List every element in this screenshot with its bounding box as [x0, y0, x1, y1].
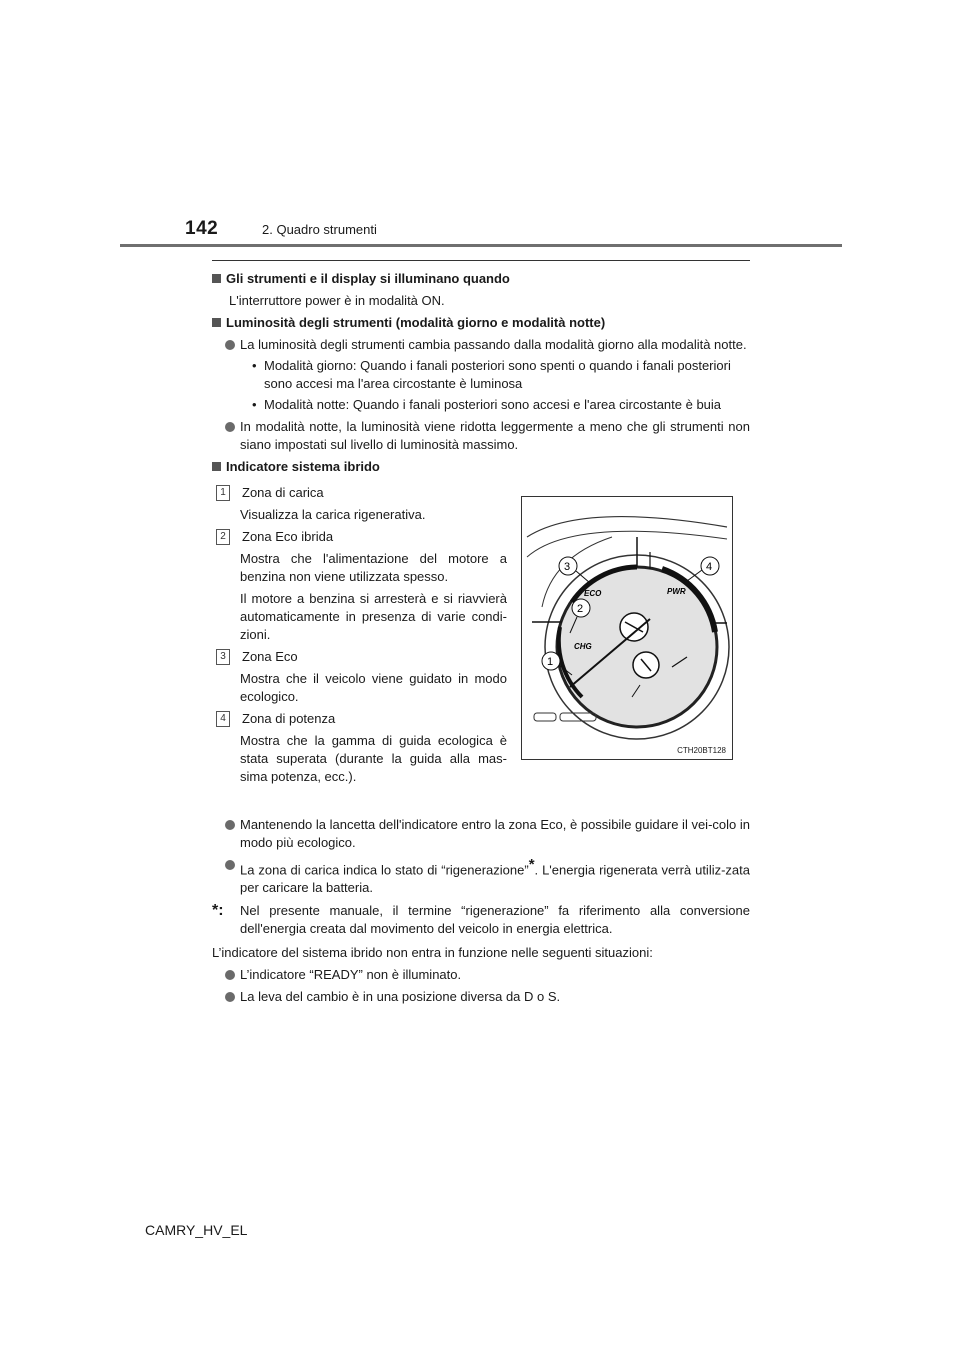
hybrid-legend: 1 Zona di carica Visualizza la carica rigenerativa. 2 Zona Eco ibrida Mostra che l'alimentazione del motore a benzina non viene utilizzata spesso. Il motore a benzina si arresterà e si riavvierà automaticamente in presenza di varie condi-zioni. 3 Zona Eco Mostra che il veicolo viene guidato in modo ecologico. 4 Zona di potenza Mostra che la gamma di guida ecologica è stata superata (durante la guida alla mas-sima potenza, ecc.).	[212, 480, 507, 786]
sub-list-item: • Modalità notte: Quando i fanali posteriori sono accesi e l'area circostante è buia	[252, 397, 722, 412]
hybrid-indicator-figure	[521, 496, 733, 760]
round-bullet-icon	[225, 860, 235, 870]
list-item: La luminosità degli strumenti cambia passando dalla modalità giorno alla modalità notte.	[212, 336, 750, 354]
callout-2: 2	[577, 603, 584, 615]
footnote: *: Nel presente manuale, il termine “rigenerazione” fa riferimento alla conversione dell'energia creata dal movimento del veicolo in energia elettrica.	[212, 902, 750, 937]
round-bullet-icon	[225, 992, 235, 1002]
list-item: La leva del cambio è in una posizione diversa da D o S.	[212, 988, 750, 1006]
footnote-star: *	[528, 856, 535, 873]
section-heading-brightness: Luminosità degli strumenti (modalità giorno e modalità notte)	[212, 314, 750, 332]
legend-item: 3 Zona Eco	[212, 648, 507, 666]
document-code: CAMRY_HV_EL	[145, 1222, 248, 1238]
round-bullet-icon	[225, 422, 235, 432]
callout-4: 4	[706, 561, 713, 573]
square-bullet-icon	[212, 462, 221, 471]
legend-item: 2 Zona Eco ibrida	[212, 528, 507, 546]
section-heading-lighting: Gli strumenti e il display si illuminano quando	[212, 270, 750, 288]
legend-item: 4 Zona di potenza	[212, 710, 507, 728]
round-bullet-icon	[225, 820, 235, 830]
not-working-text: L’indicatore del sistema ibrido non entra in funzione nelle seguenti situazioni:	[212, 945, 653, 961]
square-bullet-icon	[212, 274, 221, 283]
sub-list-item: • Modalità giorno: Quando i fanali posteriori sono spenti o quando i fanali posteriori sono accesi ma l'area circostante è luminosa	[252, 358, 731, 391]
section-rule	[212, 260, 750, 261]
section-heading-hybrid: Indicatore sistema ibrido	[212, 458, 750, 476]
header-rule	[120, 244, 842, 247]
list-item: La zona di carica indica lo stato di “rigenerazione”*. L'energia rigenerata verrà utiliz-zata per caricare la batteria.	[212, 856, 750, 897]
legend-item: 1 Zona di carica	[212, 484, 507, 502]
chg-label: CHG	[574, 642, 592, 651]
chapter-title: 2. Quadro strumenti	[262, 222, 377, 237]
eco-label: ECO	[584, 589, 602, 598]
list-item: Mantenendo la lancetta dell'indicatore entro la zona Eco, è possibile guidare il vei-colo in modo più ecologico.	[212, 816, 750, 852]
lighting-text: L'interruttore power è in modalità ON.	[229, 293, 445, 308]
page-number: 142	[185, 218, 219, 239]
round-bullet-icon	[225, 340, 235, 350]
list-item: L’indicatore “READY” non è illuminato.	[212, 966, 750, 984]
square-bullet-icon	[212, 318, 221, 327]
figure-code: CTH20BT128	[677, 746, 726, 755]
list-item: In modalità notte, la luminosità viene ridotta leggermente a meno che gli strumenti non siano impostati sul livello di luminosità massimo.	[212, 418, 750, 454]
round-bullet-icon	[225, 970, 235, 980]
gauge-illustration	[522, 497, 732, 759]
callout-3: 3	[564, 561, 571, 573]
pwr-label: PWR	[667, 587, 686, 596]
callout-1: 1	[547, 656, 554, 668]
